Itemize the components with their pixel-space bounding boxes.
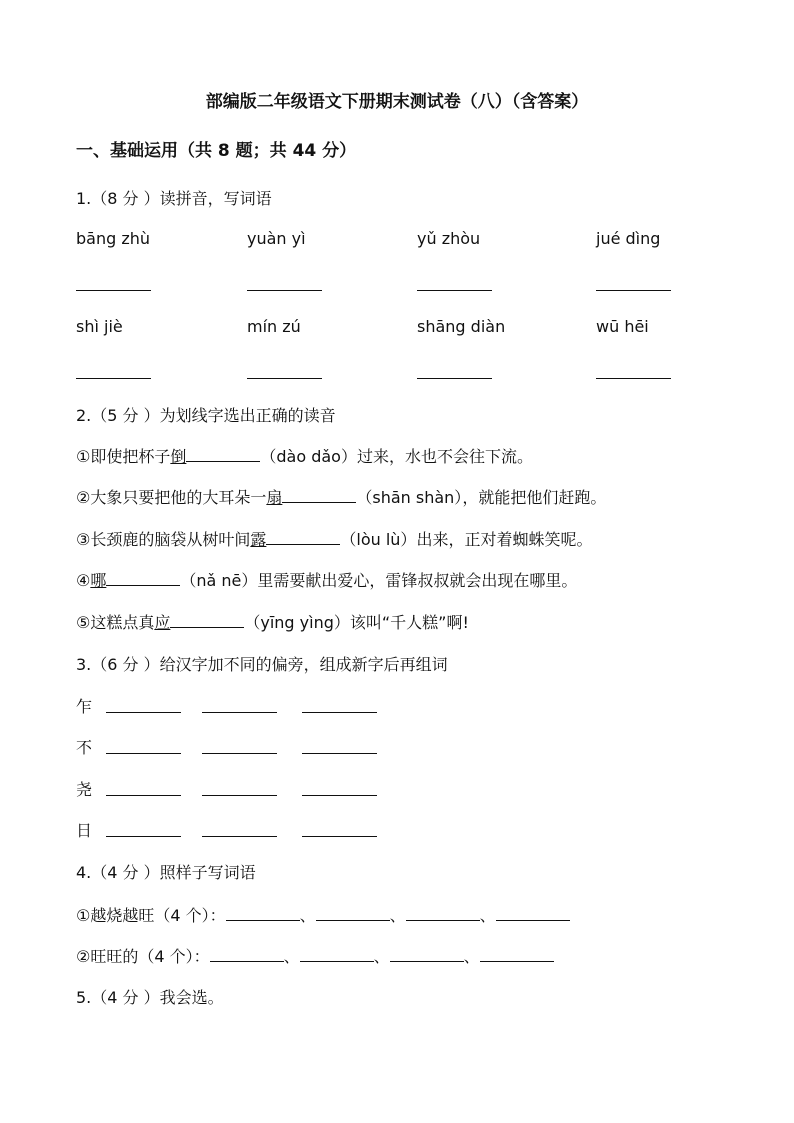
answer-blank[interactable] (76, 290, 151, 291)
item-number: ② (76, 488, 91, 507)
underlined-char: 应 (154, 613, 171, 632)
answer-blank[interactable] (202, 836, 277, 837)
item-text: 出来，正对着蜘蛛笑呢。 (416, 530, 593, 549)
answer-blank[interactable] (316, 904, 390, 921)
question-2-heading: 2.（5 分 ）为划线字选出正确的读音 (76, 406, 336, 425)
answer-blank[interactable] (266, 528, 340, 545)
answer-blank[interactable] (106, 836, 181, 837)
reading-item (76, 444, 533, 467)
pinyin-options: （shān shàn） (356, 488, 463, 507)
underlined-char: 扇 (266, 488, 283, 507)
item-text: 这糕点真 (90, 613, 155, 632)
answer-blank[interactable] (282, 486, 356, 503)
pinyin-options: （nǎ nē） (180, 571, 258, 590)
underlined-char: 哪 (90, 571, 107, 590)
answer-blank[interactable] (390, 945, 464, 962)
question-5-heading: 5.（4 分 ）我会选。 (76, 988, 224, 1007)
answer-blank[interactable] (76, 378, 151, 379)
pinyin-options: （lòu lù） (340, 530, 417, 549)
answer-blank[interactable] (106, 712, 181, 713)
item-text: 即使把杯子 (90, 447, 171, 466)
item-number: ① (76, 447, 91, 466)
item-text: ，就能把他们赶跑。 (462, 488, 607, 507)
answer-blank[interactable] (480, 945, 554, 962)
separator: 、 (283, 947, 300, 966)
separator: 、 (479, 906, 496, 925)
pinyin-item: shì jiè (76, 317, 123, 336)
item-text: 大象只要把他的大耳朵一 (90, 488, 267, 507)
answer-blank[interactable] (202, 753, 277, 754)
answer-blank[interactable] (302, 795, 377, 796)
question-3-heading: 3.（6 分 ）给汉字加不同的偏旁，组成新字后再组词 (76, 655, 448, 674)
reading-item (76, 527, 592, 550)
word-pattern-item (76, 903, 570, 926)
answer-blank[interactable] (596, 290, 671, 291)
separator: 、 (389, 906, 406, 925)
item-text: 该叫“千人糕”啊! (349, 613, 469, 632)
word-pattern-item (76, 944, 554, 967)
pinyin-options: （dào dǎo） (260, 447, 357, 466)
answer-blank[interactable] (300, 945, 374, 962)
underlined-char: 露 (250, 530, 267, 549)
answer-blank[interactable] (496, 904, 570, 921)
answer-blank[interactable] (202, 712, 277, 713)
answer-blank[interactable] (247, 378, 322, 379)
answer-blank[interactable] (210, 945, 284, 962)
item-number: ② (76, 947, 91, 966)
answer-blank[interactable] (302, 836, 377, 837)
answer-blank[interactable] (302, 712, 377, 713)
item-text: 长颈鹿的脑袋从树叶间 (90, 530, 251, 549)
pinyin-item: mín zú (247, 317, 301, 336)
answer-blank[interactable] (106, 795, 181, 796)
question-4-heading: 4.（4 分 ）照样子写词语 (76, 863, 256, 882)
item-number: ④ (76, 571, 91, 590)
pinyin-item: shāng diàn (417, 317, 506, 336)
answer-blank[interactable] (226, 904, 300, 921)
separator: 、 (463, 947, 480, 966)
answer-blank[interactable] (302, 753, 377, 754)
item-number: ① (76, 906, 91, 925)
section-heading: 一、基础运用（共 8 题；共 44 分） (76, 141, 357, 161)
separator: 、 (373, 947, 390, 966)
document-title: 部编版二年级语文下册期末测试卷（八）（含答案） (205, 92, 589, 112)
item-number: ③ (76, 530, 91, 549)
pinyin-item: yǔ zhòu (417, 229, 481, 248)
answer-blank[interactable] (417, 378, 492, 379)
pinyin-item: bāng zhù (76, 229, 151, 248)
pinyin-item: wū hēi (596, 317, 649, 336)
reading-item (76, 485, 606, 508)
item-number: ⑤ (76, 613, 91, 632)
answer-blank[interactable] (186, 445, 260, 462)
answer-blank[interactable] (417, 290, 492, 291)
answer-blank[interactable] (596, 378, 671, 379)
answer-blank[interactable] (106, 753, 181, 754)
pinyin-item: yuàn yì (247, 229, 306, 248)
pinyin-item: jué dìng (596, 229, 661, 248)
answer-blank[interactable] (247, 290, 322, 291)
separator: 、 (299, 906, 316, 925)
item-text: 里需要献出爱心，雷锋叔叔就会出现在哪里。 (257, 571, 578, 590)
reading-item (76, 568, 577, 591)
answer-blank[interactable] (406, 904, 480, 921)
radical-char: 乍 (76, 697, 93, 716)
underlined-char: 倒 (170, 447, 187, 466)
radical-char: 日 (76, 821, 93, 840)
pinyin-options: （yīng yìng） (244, 613, 350, 632)
item-text: 过来，水也不会往下流。 (356, 447, 533, 466)
answer-blank[interactable] (202, 795, 277, 796)
item-text: 越烧越旺（4 个）： (90, 906, 226, 925)
answer-blank[interactable] (106, 569, 180, 586)
radical-char: 不 (76, 738, 93, 757)
question-1-heading: 1.（8 分 ）读拼音，写词语 (76, 189, 272, 208)
answer-blank[interactable] (170, 611, 244, 628)
reading-item (76, 610, 469, 633)
radical-char: 尧 (76, 780, 93, 799)
item-text: 旺旺的（4 个）： (90, 947, 210, 966)
